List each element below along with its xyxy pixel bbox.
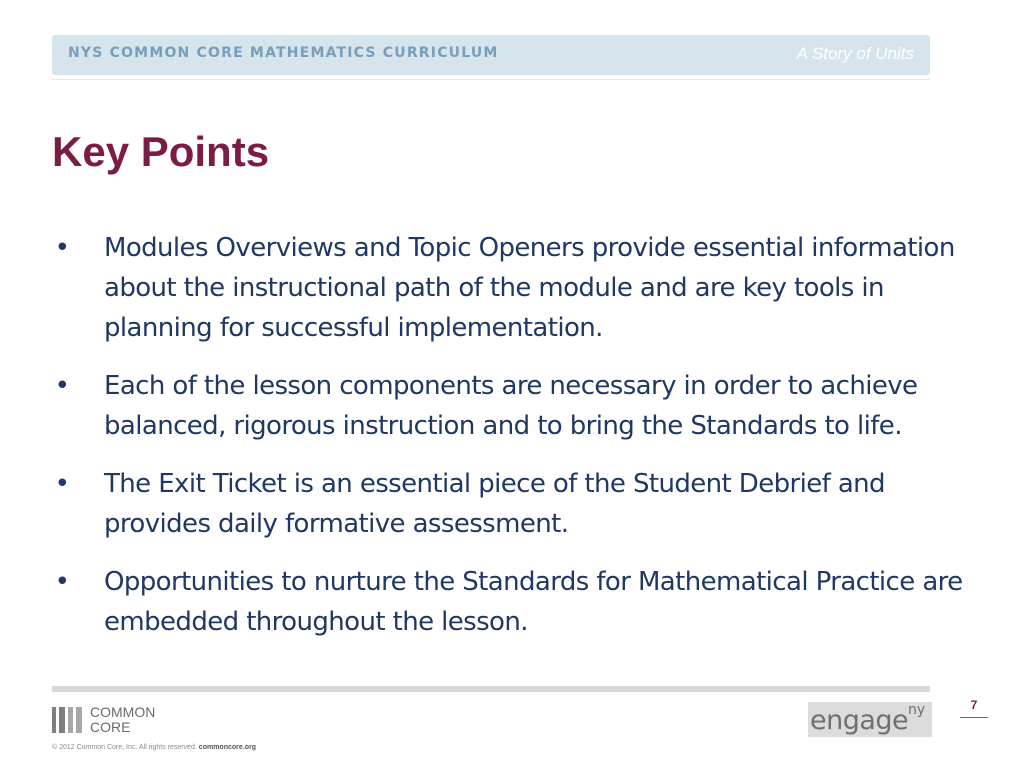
- bullet-text: Modules Overviews and Topic Openers provide essential information about the instructional path of the module and are key tools in planning for successful implementation.: [104, 233, 955, 343]
- story-title: A Story of Units: [796, 44, 914, 63]
- bullet-item: [52, 228, 972, 348]
- common-core-logo: [52, 705, 212, 735]
- copyright-notice: [52, 744, 256, 751]
- copyright-site: commoncore.org: [198, 744, 256, 751]
- bullet-icon: •: [54, 469, 70, 499]
- logo-line-core: CORE: [90, 719, 131, 735]
- bullet-text: The Exit Ticket is an essential piece of the Student Debrief and provides daily formative assessment.: [104, 469, 885, 539]
- header-divider: [52, 79, 930, 80]
- bullet-item: [52, 366, 972, 446]
- page-number: 7: [970, 698, 978, 712]
- page-number-underline: [960, 717, 988, 718]
- bullet-icon: •: [54, 371, 70, 401]
- logo-line-common: COMMON: [90, 704, 156, 720]
- copyright-text: © 2012 Common Core, Inc. All rights reserved.: [52, 744, 197, 751]
- common-core-logo-icon: [52, 707, 82, 733]
- bullet-item: [52, 562, 972, 642]
- bullet-text: Opportunities to nurture the Standards for Mathematical Practice are embedded throughout the lesson.: [104, 567, 963, 637]
- engage-ny-superscript: ny: [908, 702, 926, 718]
- slide-title: Key Points: [52, 128, 270, 175]
- engage-ny-logo: [808, 702, 932, 737]
- footer-divider: [52, 686, 930, 692]
- header-bar: [52, 35, 930, 75]
- bullet-text: Each of the lesson components are necessary in order to achieve balanced, rigorous instruction and to bring the Standards to life.: [104, 371, 918, 441]
- bullet-icon: •: [54, 567, 70, 597]
- key-points-list: [52, 228, 972, 660]
- engage-word: engage: [810, 705, 909, 736]
- bullet-icon: •: [54, 233, 70, 263]
- bullet-item: [52, 464, 972, 544]
- curriculum-title: NYS COMMON CORE MATHEMATICS CURRICULUM: [68, 45, 499, 61]
